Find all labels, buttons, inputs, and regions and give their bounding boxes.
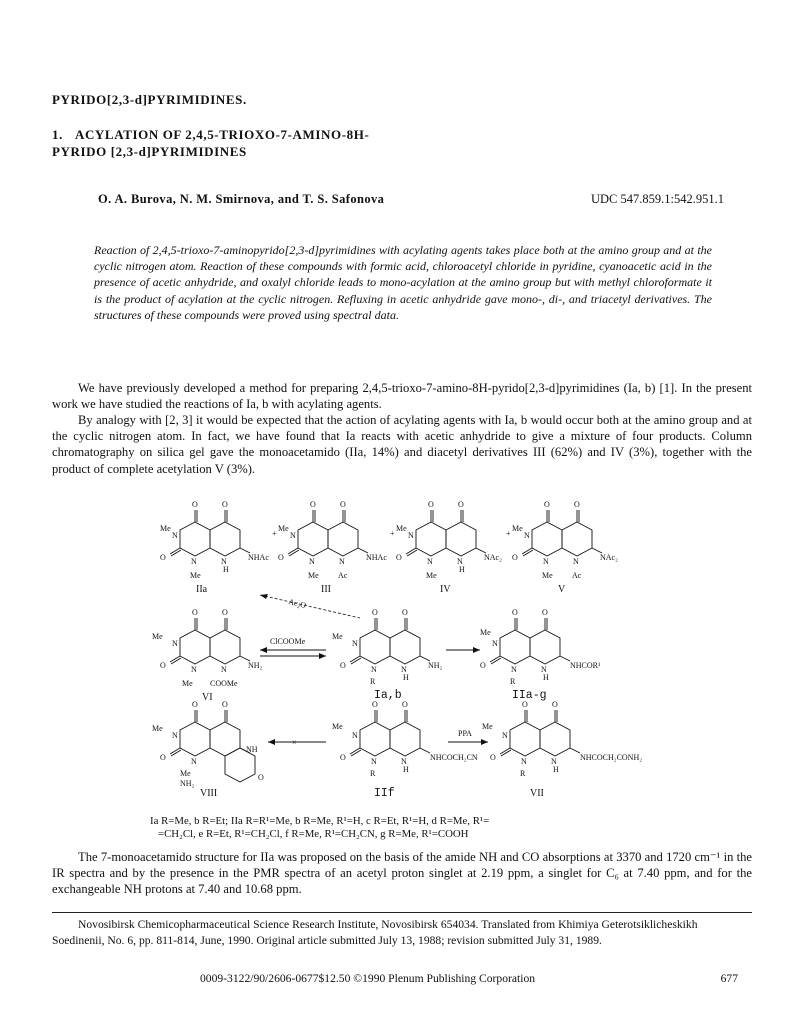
compound-label-V: V <box>558 584 566 595</box>
legend-line-1: Ia R=Me, b R=Et; IIa R=R¹=Me, b R=Me, R¹=H, c R=Et, R¹=H, d R=Me, R¹= <box>150 815 490 827</box>
footnote: Novosibirsk Chemicopharmaceutical Science Research Institute, Novosibirsk 654034. Translated from Khimiya Geterotsiklicheskikh Soedinenii, No. 6, pp. 811-814, June, 1990. Original article submitted July 13, 1988; revision submitted July 31, 1989. <box>52 918 698 947</box>
body-paragraph-3: The 7-monoacetamido structure for IIa was proposed on the basis of the amide NH and CO absorptions at 3370 and 1720 cm⁻¹ in the IR spectra and by the presence in the PMR spectra of an acetyl proton singlet at 2.19 ppm, a singlet for C₆ at 7.40 ppm, and for the exchangeable NH protons at 7.40 and 10.68 ppm. <box>52 850 752 897</box>
label-o: O <box>372 608 378 617</box>
label-o: O <box>522 700 528 709</box>
blocked-mark: × <box>292 738 297 747</box>
structure-VIII <box>152 700 264 799</box>
label-o: O <box>278 553 284 562</box>
label-me: Me <box>512 524 523 533</box>
compound-label-VII: VII <box>530 788 544 799</box>
label-o: O <box>428 500 434 509</box>
label-nhcoch2cn: NHCOCH₂CN <box>430 753 478 762</box>
label-n: N <box>457 557 463 566</box>
label-me: Me <box>396 524 407 533</box>
label-me: Me <box>182 679 193 688</box>
compound-label-VIII: VIII <box>200 788 218 799</box>
compound-label-III: III <box>321 584 331 595</box>
label-me: Me <box>426 571 437 580</box>
label-r: R <box>520 769 526 778</box>
compound-label-IIa: IIa <box>196 584 208 595</box>
label-me: Me <box>332 722 343 731</box>
label-o: O <box>542 608 548 617</box>
title-line-1: ACYLATION OF 2,4,5-TRIOXO-7-AMINO-8H- <box>74 127 370 142</box>
label-n: N <box>352 639 358 648</box>
label-n: N <box>290 531 296 540</box>
label-h: H <box>223 565 229 574</box>
label-me: Me <box>160 524 171 533</box>
body-paragraph-2: By analogy with [2, 3] it would be expected that the action of acylating agents with Ia, b would occur both at the amino group and at the cyclic nitrogen atom. In fact, we have found that Ia reacts with acetic anhydride to give a mixture of four products. Column chromatography on silica gel gave the monoacetamido (IIa, 14%) and diacetyl derivatives III (62%) and IV (3%), together with the product of complete acetylation V (3%). <box>52 413 752 476</box>
plus-sign: + <box>506 529 511 538</box>
label-h: H <box>403 673 409 682</box>
compound-label-Ia-b: Ia,b <box>374 689 402 702</box>
compound-label-IIf: IIf <box>374 787 395 800</box>
label-nhcoch2conh2: NHCOCH₂CONH₂ <box>580 753 643 762</box>
label-n: N <box>541 665 547 674</box>
scheme-legend <box>150 815 710 841</box>
series-title: PYRIDO[2,3-d]PYRIMIDINES. <box>52 92 247 107</box>
compound-label-VI: VI <box>202 692 213 703</box>
label-o: O <box>402 700 408 709</box>
ac2o-arrow <box>260 595 360 618</box>
label-me: Me <box>480 628 491 637</box>
label-o: O <box>340 500 346 509</box>
label-o: O <box>192 700 198 709</box>
label-n: N <box>408 531 414 540</box>
label-o: O <box>512 553 518 562</box>
label-o: O <box>372 700 378 709</box>
label-o: O <box>160 553 166 562</box>
abstract: Reaction of 2,4,5-trioxo-7-aminopyrido[2,3-d]pyrimidines with acylating agents takes place both at the amino group and at the cyclic nitrogen atom. Reaction of these compounds with formic acid, chloroacetyl chloride in pyridine, cyanoacetic acid in the presence of acetic anhydride, and oxalyl chloride leads to mono-acylation at the amino group but with methyl chloroformate it is the product of acylation at the cyclic nitrogen. Refluxing in acetic anhydride gave mono-, di-, and triacetyl derivatives. The structures of these compounds were proved using spectral data. <box>94 243 712 322</box>
label-o: O <box>258 773 264 782</box>
label-n: N <box>191 665 197 674</box>
label-h: H <box>543 673 549 682</box>
label-o: O <box>160 753 166 762</box>
label-n: N <box>352 731 358 740</box>
body-paragraph-1: We have previously developed a method for preparing 2,4,5-trioxo-7-amino-8H-pyrido[2,3-d]pyrimidines (Ia, b) [1]. In the present work we have studied the reactions of Ia, b with acylating agents. <box>52 381 752 412</box>
label-nh2: NH₂ <box>428 661 443 670</box>
label-n: N <box>551 757 557 766</box>
label-o: O <box>480 661 486 670</box>
label-h: H <box>459 565 465 574</box>
label-n: N <box>221 557 227 566</box>
label-n: N <box>543 557 549 566</box>
structure-Ia-b <box>332 608 443 702</box>
label-o: O <box>192 608 198 617</box>
label-o: O <box>340 661 346 670</box>
reagent-clcoome: ClCOOMe <box>270 637 306 646</box>
label-n: N <box>191 757 197 766</box>
page-number: 677 <box>720 972 738 985</box>
label-n: N <box>573 557 579 566</box>
legend-line-2: =CH₂Cl, e R=Et, R¹=CH₂Cl, f R=Me, R¹=CH₂CN, g R=Me, R¹=COOH <box>158 828 469 840</box>
label-n: N <box>492 639 498 648</box>
label-me: Me <box>542 571 553 580</box>
label-o: O <box>340 753 346 762</box>
label-n: N <box>172 639 178 648</box>
label-o: O <box>552 700 558 709</box>
label-nhcor1: NHCOR¹ <box>570 661 601 670</box>
label-ac: Ac <box>572 571 582 580</box>
label-o: O <box>222 608 228 617</box>
compound-label-IIa-g: IIa-g <box>512 689 547 702</box>
structure-III <box>278 500 387 595</box>
title-line-2: PYRIDO [2,3-d]PYRIMIDINES <box>52 144 247 159</box>
label-nac2: NAc₂ <box>484 553 502 562</box>
label-n: N <box>339 557 345 566</box>
label-n: N <box>401 757 407 766</box>
label-nhac: NHAc <box>366 553 387 562</box>
label-me: Me <box>190 571 201 580</box>
structure-IIf <box>332 700 478 800</box>
label-n: N <box>401 665 407 674</box>
label-n: N <box>511 665 517 674</box>
plus-sign: + <box>272 529 277 538</box>
reagent-ppa: PPA <box>458 729 472 738</box>
label-n: N <box>371 757 377 766</box>
label-o: O <box>310 500 316 509</box>
label-o: O <box>396 553 402 562</box>
label-me: Me <box>180 769 191 778</box>
label-r: R <box>510 677 516 686</box>
label-me: Me <box>308 571 319 580</box>
label-ac: Ac <box>338 571 348 580</box>
label-o: O <box>490 753 496 762</box>
label-o: O <box>458 500 464 509</box>
paper-title <box>52 126 472 160</box>
label-n: N <box>521 757 527 766</box>
structure-VII <box>482 700 642 799</box>
label-coome: COOMe <box>210 679 238 688</box>
label-n: N <box>191 557 197 566</box>
label-n: N <box>427 557 433 566</box>
label-me: Me <box>278 524 289 533</box>
label-n: N <box>221 665 227 674</box>
structure-IIa <box>160 500 269 595</box>
label-o: O <box>222 500 228 509</box>
label-me: Me <box>152 632 163 641</box>
label-nac2: NAc₂ <box>600 553 618 562</box>
label-nh: NH <box>246 745 258 754</box>
reagent-ac2o: Ac₂O <box>287 597 308 610</box>
label-o: O <box>160 661 166 670</box>
structure-V <box>512 500 618 595</box>
label-me: Me <box>332 632 343 641</box>
copyright-line: 0009-3122/90/2606-0677$12.50 ©1990 Plenum Publishing Corporation <box>200 972 536 985</box>
footnote-divider <box>52 912 752 913</box>
label-h: H <box>403 765 409 774</box>
label-n: N <box>502 731 508 740</box>
authors: O. A. Burova, N. M. Smirnova, and T. S. Safonova <box>98 192 385 206</box>
reaction-scheme <box>150 500 710 812</box>
label-me: Me <box>482 722 493 731</box>
label-o: O <box>222 700 228 709</box>
plus-sign: + <box>390 529 395 538</box>
label-me: Me <box>152 724 163 733</box>
label-n: N <box>172 531 178 540</box>
compound-label-IV: IV <box>440 584 451 595</box>
label-o: O <box>574 500 580 509</box>
label-nh2: NH₂ <box>180 779 195 788</box>
label-r: R <box>370 677 376 686</box>
label-n: N <box>309 557 315 566</box>
label-nh2: NH₂ <box>248 661 263 670</box>
label-n: N <box>524 531 530 540</box>
structure-VI <box>152 608 263 703</box>
label-h: H <box>553 765 559 774</box>
udc-code: UDC 547.859.1:542.951.1 <box>591 192 724 206</box>
label-o: O <box>192 500 198 509</box>
label-o: O <box>512 608 518 617</box>
label-o: O <box>402 608 408 617</box>
label-n: N <box>371 665 377 674</box>
structure-IV <box>396 500 502 595</box>
paper-number: 1. <box>52 127 63 142</box>
label-nhac: NHAc <box>248 553 269 562</box>
label-r: R <box>370 769 376 778</box>
label-n: N <box>172 731 178 740</box>
label-o: O <box>544 500 550 509</box>
structure-IIa-g <box>480 608 601 702</box>
